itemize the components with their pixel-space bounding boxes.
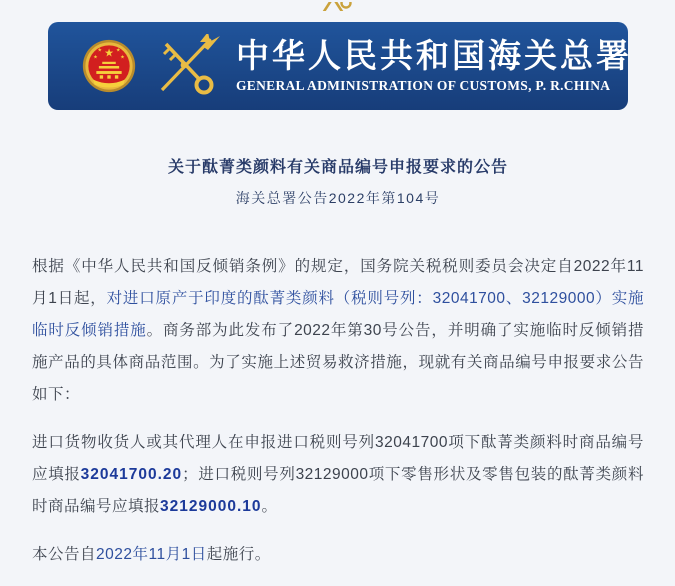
svg-text:★: ★ xyxy=(116,47,121,54)
p3-text-end: 起施行。 xyxy=(206,545,271,563)
national-emblem-icon xyxy=(82,39,136,93)
paragraph-basis xyxy=(32,251,644,411)
document-content xyxy=(0,110,675,586)
customs-banner xyxy=(48,22,632,110)
svg-text:★: ★ xyxy=(97,47,102,54)
p2-text: 进口货物收货人或其代理人在申报进口税则号列32041700项下酞菁类颜料时商品编号应填报 xyxy=(32,433,644,483)
p3-text: 本公告自 xyxy=(32,545,97,563)
p2-code-2: 32129000.10 xyxy=(160,497,262,515)
svg-text:★: ★ xyxy=(104,47,114,60)
banner-titles xyxy=(236,38,632,94)
cutoff-emblem-icon xyxy=(316,2,356,11)
p1-text-cont: 。商务部为此发布了2022年第30号公告，并明确了实施临时反倾销措施产品的具体商品范围。为了实施上述贸易救济措施，现就有关商品编号申报要求公告如下： xyxy=(32,322,644,403)
customs-emblem-icon xyxy=(150,34,222,98)
paragraph-requirements xyxy=(32,427,644,523)
p2-text-end: 。 xyxy=(261,497,278,515)
paragraph-effective-date xyxy=(32,539,644,571)
svg-text:★: ★ xyxy=(120,54,125,61)
p3-date: 2022年11月1日 xyxy=(96,545,207,563)
banner-title-cn: 中华人民共和国海关总署 xyxy=(236,37,632,74)
banner-title-en: GENERAL ADMINISTRATION OF CUSTOMS, P. R.CHINA xyxy=(236,78,611,93)
page-title: 关于酞菁类颜料有关商品编号申报要求的公告 xyxy=(167,159,508,176)
svg-text:★: ★ xyxy=(93,54,98,61)
p1-highlight: 对进口原产于印度的酞菁类颜料（税则号列：32041700、32129000）实施临时反倾销措施 xyxy=(32,290,645,339)
p2-code-1: 32041700.20 xyxy=(80,465,183,483)
p1-text: 根据《中华人民共和国反倾销条例》的规定，国务院关税税则委员会决定自2022年11月1日起， xyxy=(32,258,644,307)
p2-text-cont: ；进口税则号列32129000项下零售形状及零售包装的酞菁类颜料时商品编号应填报 xyxy=(32,465,644,515)
cutoff-emblem-fragment xyxy=(316,0,356,11)
banner-emblems xyxy=(82,34,222,98)
doc-number: 海关总署公告2022年第104号 xyxy=(235,190,441,206)
